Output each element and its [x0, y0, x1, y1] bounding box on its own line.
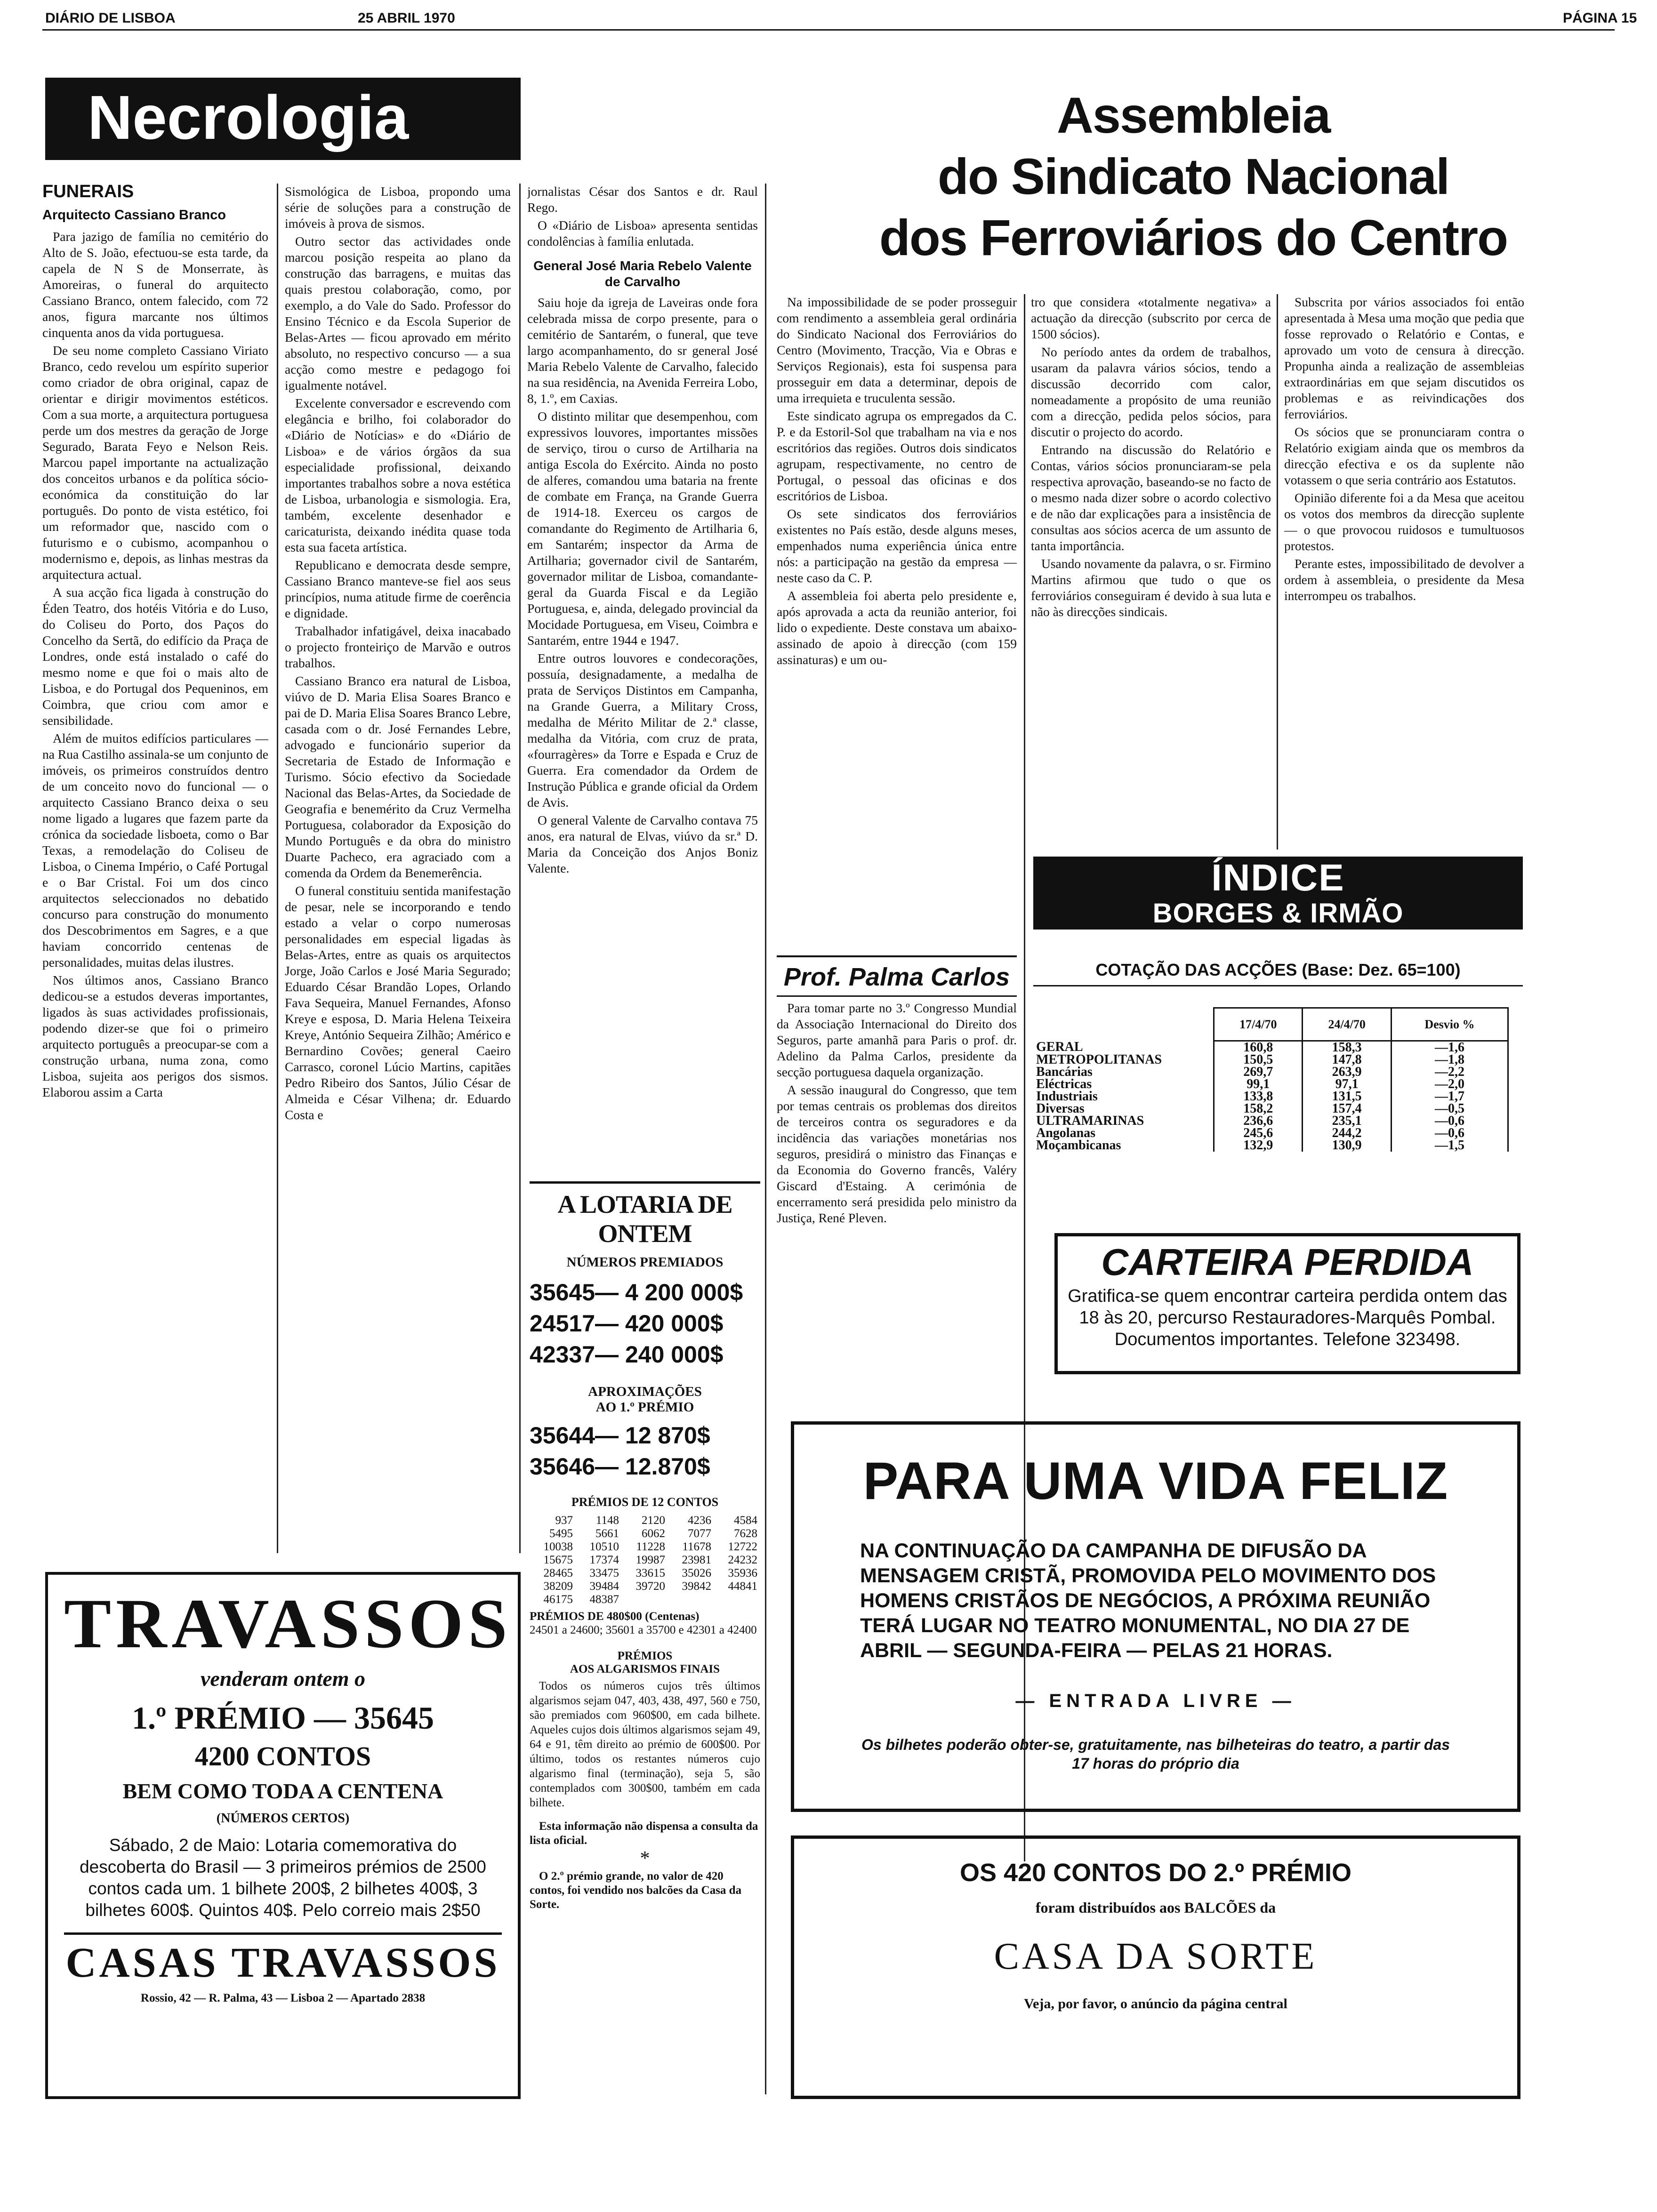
prize-grid-cell: 7077	[688, 1527, 711, 1540]
column-divider	[277, 184, 278, 1553]
subhead-cassiano: Arquitecto Cassiano Branco	[42, 208, 226, 223]
indice-rule	[1033, 985, 1523, 986]
travassos-line-2: 1.º PRÉMIO — 35645	[132, 1700, 434, 1736]
indice-value: 269,7	[1214, 1066, 1303, 1078]
travassos-address: Rossio, 42 — R. Palma, 43 — Lisboa 2 — Apartado 2838	[140, 1992, 426, 2004]
prize-grid-cell: 5661	[595, 1527, 619, 1540]
header-cell: Desvio %	[1391, 1008, 1508, 1041]
indice-label: GERAL	[1036, 1040, 1083, 1055]
prize-grid-row	[530, 1580, 760, 1593]
prize-grid-cell	[622, 1593, 668, 1606]
masthead-rule	[42, 29, 1615, 31]
indice-label: Industriais	[1036, 1089, 1098, 1104]
indice-value: 244,2	[1303, 1127, 1391, 1139]
prize-grid-cell: 28465	[543, 1567, 573, 1579]
paragraph: Este sindicato agrupa os empregados da C. P. e da Estoril-Sol que trabalham na via e nos escritórios das regiões. Outros dois sindicatos agrupam, respectivamente, no centro de Portugal, o pessoal das oficinas e dos escritórios de Lisboa.	[777, 409, 1017, 503]
indice-table	[1033, 1007, 1509, 1152]
paragraph: Usando novamente da palavra, o sr. Firmino Martins afirmou que tudo o que os ferroviários conseguiram é devido à sua luta e não às direcções sindicais.	[1031, 556, 1271, 619]
paragraph: Cassiano Branco era natural de Lisboa, viúvo de D. Maria Elisa Soares Branco e pai de D. Maria Elisa Soares Branco Lebre, casada com o dr. José Fernandes Lebre, advogado e funcionário superior da Secretaria de Estado de Informação e Turismo. Sócio efectivo da Sociedade Nacional das Belas-Artes, da Sociedade de Geografia e benemérito da Cruz Vermelha Portuguesa, colaborador da Exposição do Mundo Português e da obra do ministro Duarte Pacheco, era agraciado com a comenda da Ordem da Benemerência.	[285, 673, 511, 880]
prize-grid-row	[530, 1554, 760, 1567]
paragraph: A sua acção fica ligada à construção do Éden Teatro, dos hotéis Vitória e do Luso, do Coliseu do Porto, dos Paços do Concelho da Sertã, do edifício da Praça de Londres, onde está instalado o café do mesmo nome e que foi o mais alto de Lisboa, e do Portugal dos Pequeninos, em Coimbra, que criou com amor e sensibilidade.	[42, 585, 268, 728]
lotaria-note-2: O 2.º prémio grande, no valor de 420 contos, foi vendido nos balcões da Casa da Sorte.	[530, 1870, 742, 1911]
palma-title: Prof. Palma Carlos	[783, 963, 1010, 991]
prize-grid-cell: 2120	[642, 1514, 665, 1527]
lotaria-note: Esta informação não dispensa a consulta da lista oficial.	[530, 1820, 758, 1847]
indice-value: —1,5	[1391, 1139, 1508, 1152]
necrologia-column-2	[285, 184, 511, 1553]
vida-body: NA CONTINUAÇÃO DA CAMPANHA DE DIFUSÃO DA MENSAGEM CRISTÃ, PROMOVIDA PELO MOVIMENTO DOS HOMENS CRISTÃOS DE NEGÓCIOS, A PRÓXIMA REUNIÃO TERÁ LUGAR NO TEATRO MONUMENTAL, NO DIA 27 DE ABRIL — SEGUNDA-FEIRA — PELAS 21 HORAS.	[860, 1539, 1436, 1662]
prize-grid-cell: 5495	[549, 1527, 573, 1540]
approx-row	[530, 1451, 760, 1482]
sorte-title: OS 420 CONTOS DO 2.º PRÉMIO	[960, 1859, 1351, 1887]
subhead-general: General José Maria Rebelo Valente de Carvalho	[533, 258, 752, 289]
lotaria-sub-premiados: NÚMEROS PREMIADOS	[566, 1255, 724, 1270]
assembleia-column-2	[1031, 294, 1271, 850]
prize-grid-cell	[668, 1593, 714, 1606]
paragraph: O funeral constituiu sentida manifestação de pesar, nele se incorporando e tendo estado a velar o corpo numerosas personalidades em especial ligadas às Belas-Artes, entre as quais os arquitectos Jorge, João Carlos e José Maria Segurado; Eduardo César Brandão Lopes, Orlando Fava Sequeira, Manuel Fernandes, Afonso Kreye e esposa, D. Maria Helena Teixeira Kreye, António Sequeira Zilhão; Américo e Bernardino Covões; general Caeiro Carrasco, coronel Lúcio Martins, capitães Pedro Ribeiro dos Santos, Júlio César de Almeida e César Vilhena; dr. Eduardo Costa e	[285, 883, 511, 1122]
prize-grid-cell: 38209	[543, 1580, 573, 1593]
prize-grid-cell: 33475	[589, 1567, 619, 1579]
paragraph: O general Valente de Carvalho contava 75 anos, era natural de Elvas, viúvo da sr.ª D. Maria da Conceição dos Anjos Boniz Valente.	[527, 813, 758, 875]
prize-grid-cell: 4236	[688, 1514, 711, 1527]
indice-value: 245,6	[1214, 1127, 1303, 1139]
headline-line: dos Ferroviários do Centro	[879, 209, 1508, 266]
indice-value: 132,9	[1214, 1139, 1303, 1152]
prize-number: 24517	[530, 1310, 595, 1337]
indice-value: —1,8	[1391, 1054, 1508, 1066]
indice-label: ULTRAMARINAS	[1036, 1114, 1144, 1128]
paragraph: O «Diário de Lisboa» apresenta sentidas condolências à família enlutada.	[527, 218, 758, 248]
indice-value: —0,6	[1391, 1115, 1508, 1127]
prize-grid	[530, 1514, 760, 1606]
prize-grid-row	[530, 1540, 760, 1554]
indice-value: 236,6	[1214, 1115, 1303, 1127]
approx-number: 35644	[530, 1422, 595, 1449]
indice-value: 263,9	[1303, 1066, 1391, 1078]
vida-bilhetes: Os bilhetes poderão obter-se, gratuitamente, nas bilheteiras do teatro, a partir das 17 horas do próprio dia	[861, 1736, 1450, 1772]
finais-text: Todos os números cujos três últimos algarismos sejam 047, 403, 438, 497, 560 e 750, são premiados com 960$00, em cada bilhete. Aqueles cujos dois últimos algarismos sejam 49, 64 e 91, têm direito ao prémio de 600$00. Por último, todos os restantes números cujo algarismo final (terminação), seja 5, são contemplados com 300$00, também em cada bilhete.	[530, 1680, 760, 1809]
indice-value: —1,6	[1391, 1041, 1508, 1054]
assembleia-headline	[772, 85, 1615, 268]
prize-grid-row	[530, 1593, 760, 1606]
prize-grid-cell: 1148	[595, 1514, 619, 1527]
prize-grid-cell: 19987	[635, 1554, 665, 1566]
prize-grid-cell: 7628	[734, 1527, 757, 1540]
indice-header-row	[1033, 1008, 1508, 1041]
paragraph: No período antes da ordem de trabalhos, usaram da palavra vários sócios, tendo a discussão decorrido com calor, nomeadamente a propósito de uma reunião com a direcção, pedida pelos sócios, para discutir o projecto do acordo.	[1031, 345, 1271, 439]
prize-grid-cell: 39842	[682, 1580, 711, 1593]
prize-row	[530, 1308, 760, 1339]
sorte-foot: Veja, por favor, o anúncio da página central	[1024, 1996, 1287, 2012]
indice-title: ÍNDICE	[1211, 857, 1345, 898]
prize-row	[530, 1277, 760, 1308]
prize-grid-cell	[714, 1593, 760, 1606]
palma-rule	[777, 995, 1017, 997]
indice-row	[1033, 1139, 1508, 1152]
prize-grid-cell: 35026	[682, 1567, 711, 1579]
paragraph: Os sete sindicatos dos ferroviários existentes no País estão, desde alguns meses, empenhados numa experiência única entre nós: a participação na gestão da empresa — neste caso da C. P.	[777, 506, 1017, 585]
approx-number: 35646	[530, 1453, 595, 1480]
indice-label: METROPOLITANAS	[1036, 1052, 1162, 1067]
travassos-promo: Sábado, 2 de Maio: Lotaria comemorativa do descoberta do Brasil — 3 primeiros prémios de 2500 contos cada um. 1 bilhete 200$, 2 bilhetes 400$, 3 bilhetes 600$. Quintos 40$. Pelo correio mais 2$50	[80, 1835, 486, 1920]
header-cell	[1033, 1008, 1214, 1041]
indice-label: Bancárias	[1036, 1065, 1093, 1079]
indice-brand: BORGES & IRMÃO	[1152, 898, 1404, 929]
approx-row	[530, 1420, 760, 1451]
paragraph: Para jazigo de família no cemitério do Alto de S. João, efectuou-se esta tarde, da capela de N S de Monserrate, às Amoreiras, o funeral do arquitecto Cassiano Branco, ontem falecido, com 72 anos, figura marcante nos últimos cinquenta anos da vida portuguesa.	[42, 229, 268, 340]
lotaria-title: A LOTARIA DE ONTEM	[557, 1190, 732, 1248]
indice-value: —2,0	[1391, 1078, 1508, 1090]
page-number: PÁGINA 15	[1563, 10, 1637, 26]
indice-value: 158,3	[1303, 1041, 1391, 1054]
prize-number: 42337	[530, 1341, 595, 1368]
palma-column	[777, 1000, 1017, 1377]
prize-grid-cell: 11228	[636, 1540, 665, 1553]
column-divider	[519, 184, 521, 1553]
headline-line: do Sindicato Nacional	[937, 148, 1449, 205]
prize-grid-cell: 12722	[728, 1540, 757, 1553]
paragraph: De seu nome completo Cassiano Viriato Branco, cedo revelou um espírito superior como criador de obra original, capaz de orientar e dirigir movimentos estéticos. Com a sua morte, a arquitectura portuguesa perde um dos mestres da geração de Jorge Segurado, Barata Feyo e Nelson Reis. Marcou papel importante na actualização dos conceitos urbanos e da política sócio-económica da constituição do lar português. Do ponto de vista estético, foi um reformador que, nascido com o futurismo e o cubismo, acompanhou o modernismo e, depois, as linhas mestras da arquitectura actual.	[42, 343, 268, 582]
indice-value: 235,1	[1303, 1115, 1391, 1127]
prize-grid-cell: 35936	[728, 1567, 757, 1579]
travassos-title: TRAVASSOS	[64, 1585, 512, 1663]
sorte-name: CASA DA SORTE	[994, 1936, 1318, 1977]
paragraph: Além de muitos edifícios particulares — na Rua Castilho assinala-se um conjunto de imóveis, os primeiros construídos dentro de um conceito novo do funcional — o arquitecto Cassiano Branco deixa o seu nome ligado a lugares que fazem parte da crónica da sociedade lisboeta, como o Bar Texas, a remodelação do Coliseu de Lisboa, o Cinema Império, o Café Portugal e o Bar Cristal. Foi um dos cinco arquitectos seleccionados no debatido concurso para construção do monumento dos Descobrimentos em Sagres, e a que haviam concorrido centenas de personalidades, muitas delas ilustres.	[42, 731, 268, 970]
indice-value: 158,2	[1214, 1103, 1303, 1115]
lotaria-section	[530, 1181, 760, 2085]
indice-subtitle: COTAÇÃO DAS ACÇÕES (Base: Dez. 65=100)	[1095, 960, 1461, 979]
lotaria-sub-centenas: PRÉMIOS DE 480$00 (Centenas)	[530, 1610, 700, 1623]
prize-grid-cell: 10510	[589, 1540, 619, 1553]
indice-label: Diversas	[1036, 1101, 1085, 1116]
indice-value: 157,4	[1303, 1103, 1391, 1115]
star-icon: *	[640, 1848, 650, 1869]
vida-entrada: — ENTRADA LIVRE —	[1015, 1691, 1296, 1711]
paragraph: A assembleia foi aberta pelo presidente e, após aprovada a acta da reunião anterior, foi lido o expediente. Deste constava um abaixo-assinado de apoio à direcção (com 159 assinaturas) e um ou-	[777, 588, 1017, 667]
prize-grid-cell: 937	[555, 1514, 573, 1527]
paragraph: Na impossibilidade de se poder prosseguir com rendimento a assembleia geral ordinária do Sindicato Nacional dos Ferroviários do Centro (Movimento, Tracção, Via e Obras e Serviços Regionais), esta foi suspensa para prosseguir em data a determinar, depois de uma irrequieta e truculenta sessão.	[777, 295, 1017, 405]
prize-grid-cell: 46175	[543, 1593, 573, 1606]
indice-label: Angolanas	[1036, 1126, 1096, 1140]
indice-label: Eléctricas	[1036, 1077, 1092, 1091]
paragraph: Trabalhador infatigável, deixa inacabado o projecto fronteiriço de Marvão e outros trabalhos.	[285, 624, 511, 670]
carteira-title: CARTEIRA PERDIDA	[1101, 1241, 1474, 1283]
paragraph: Saiu hoje da igreja de Laveiras onde fora celebrada missa de corpo presente, para o cemitério de Santarém, o funeral, que teve largo acompanhamento, do sr general José Maria Rebelo Valente de Carvalho, falecido na sua residência, na Avenida Ferreira Lobo, 8, 1.º, em Caxias.	[527, 295, 758, 406]
column-divider	[1277, 294, 1278, 850]
prize-grid-cell: 6062	[642, 1527, 665, 1540]
paragraph: Excelente conversador e escrevendo com elegância e brilho, foi colaborador do «Diário de Notícias» e do «Diário de Lisboa» e de vários órgãos da sua especialidade profissional, deixando importantes trabalhos sobre a nova estética de Lisboa, urbanologia e sismologia. Era, também, excelente desenhador e caricaturista, deixando inédita quase toda esta sua faceta artística.	[285, 396, 511, 554]
necrologia-column-3	[527, 184, 758, 1177]
indice-value: —1,7	[1391, 1090, 1508, 1103]
travassos-ad	[45, 1572, 521, 2099]
paragraph: Nos últimos anos, Cassiano Branco dedicou-se a estudos deveras importantes, ligados às suas actividades profissionais, podendo dizer-se que foi o primeiro arquitecto português a preocupar-se com a construção urbana, numa zona, como Lisboa, sujeita aos perigos dos sismos. Elaborou assim a Carta	[42, 973, 268, 1099]
paragraph: Perante estes, impossibilitado de devolver a ordem à assembleia, o presidente da Mesa interrompeu os trabalhos.	[1284, 556, 1524, 603]
prize-row	[530, 1339, 760, 1370]
paragraph: Opinião diferente foi a da Mesa que aceitou os votos dos membros da direcção suplente — o que provocou ruidosos e tumultuosos protestos.	[1284, 490, 1524, 553]
indice-value: —2,2	[1391, 1066, 1508, 1078]
travassos-line-1: venderam ontem o	[200, 1667, 366, 1691]
vida-title: PARA UMA VIDA FELIZ	[863, 1451, 1448, 1510]
header-cell: 17/4/70	[1214, 1008, 1303, 1041]
prize-grid-cell: 39720	[635, 1580, 665, 1593]
prize-value: — 420 000$	[595, 1310, 724, 1337]
centenas-text: 24501 a 24600; 35601 a 35700 e 42301 a 42400	[530, 1624, 757, 1636]
indice-value: —0,6	[1391, 1127, 1508, 1139]
indice-value: 133,8	[1214, 1090, 1303, 1103]
paragraph: Entre outros louvores e condecorações, possuía, designadamente, a medalha de prata de Serviços Distintos em Campanha, na Grande Guerra, a Military Cross, medalha de Mérito Militar de 2.ª classe, medalha da Vitória, com cruz de prata, «fourragères» da Torre e Espada e Cruz de Guerra. Era comendador da Ordem de Instrução Pública e grande oficial da Ordem de Avis.	[527, 651, 758, 809]
paragraph: Para tomar parte no 3.º Congresso Mundial da Associação Internacional do Direito dos Seguros, parte amanhã para Paris o prof. dr. Adelino da Palma Carlos, presidente da secção portuguesa daquela organização.	[777, 1001, 1017, 1079]
lotaria-rule	[530, 1181, 760, 1184]
indice-label: Moçambicanas	[1036, 1138, 1121, 1153]
prize-grid-cell: 48387	[589, 1593, 619, 1606]
paragraph: Os sócios que se pronunciaram contra o Relatório exigiam ainda que os membros da direcção efectiva e os da suplente não votassem o que seria contrário aos Estatutos.	[1284, 425, 1524, 487]
prize-grid-cell: 17374	[589, 1554, 619, 1566]
vida-feliz-ad	[791, 1421, 1520, 1812]
prize-value: — 4 200 000$	[595, 1279, 743, 1306]
prize-grid-cell: 33615	[635, 1567, 665, 1579]
travassos-line-3: 4200 CONTOS	[194, 1741, 371, 1771]
approx-list	[530, 1420, 760, 1482]
prize-list	[530, 1277, 760, 1370]
lotaria-sub-12contos: PRÉMIOS DE 12 CONTOS	[571, 1495, 719, 1509]
prize-value: — 240 000$	[595, 1341, 724, 1368]
necrologia-column-1	[42, 184, 268, 1548]
indice-value: 131,5	[1303, 1090, 1391, 1103]
prize-grid-cell: 44841	[728, 1580, 757, 1593]
indice-value: 147,8	[1303, 1054, 1391, 1066]
column-divider	[765, 184, 766, 2094]
necrologia-banner	[45, 78, 521, 160]
paragraph: Outro sector das actividades onde marcou posição respeita ao plano da construção das barragens, e muitas das quais prestou colaboração, como, por exemplo, a do Vale do Sado. Professor do Ensino Técnico e da Escola Superior de Belas-Artes — ficou aprovado em mérito absoluto, no respectivo concurso — a sua acção como mestre e pedagogo foi igualmente notável.	[285, 234, 511, 393]
indice-row	[1033, 1041, 1508, 1054]
prize-grid-cell: 10038	[543, 1540, 573, 1553]
carteira-ad	[1054, 1233, 1520, 1374]
assembleia-column-1	[777, 294, 1017, 953]
issue-date: 25 ABRIL 1970	[358, 10, 455, 26]
palma-rule	[777, 955, 1017, 957]
assembleia-column-3	[1284, 294, 1524, 850]
lotaria-sub-finais: AOS ALGARISMOS FINAIS	[570, 1663, 720, 1675]
prize-grid-row	[530, 1567, 760, 1580]
header-cell: 24/4/70	[1303, 1008, 1391, 1041]
prize-grid-cell: 15675	[543, 1554, 573, 1566]
indice-value: 99,1	[1214, 1078, 1303, 1090]
indice-value: 160,8	[1214, 1041, 1303, 1054]
prize-grid-cell: 4584	[734, 1514, 757, 1527]
newspaper-name: DIÁRIO DE LISBOA	[45, 10, 176, 26]
casa-sorte-ad	[791, 1835, 1520, 2099]
paragraph: tro que considera «totalmente negativa» a actuação da direcção (subscrito por cerca de 1500 sócios).	[1031, 295, 1271, 341]
prize-grid-cell: 39484	[589, 1580, 619, 1593]
paragraph: Sismológica de Lisboa, propondo uma série de soluções para a construção de imóveis à prova de sismos.	[285, 184, 511, 231]
paragraph: O distinto militar que desempenhou, com expressivos louvores, importantes missões de serviço, tirou o curso de Artilharia na antiga Escola do Exército. Ainda no posto de alferes, comandou uma bataria na frente de combate em França, na Grande Guerra de 1914-18. Exerceu os cargos de comandante do Regimento de Artilharia 6, em Santarém; inspector da Arma de Artilharia; governador civil de Santarém, governador militar de Lisboa, comandante-geral da Guarda Fiscal e da Legião Portuguesa, e, ainda, delegado provincial da Mocidade Portuguesa, em Viseu, Coimbra e Santarém, entre 1944 e 1947.	[527, 409, 758, 648]
prize-grid-cell: 24232	[728, 1554, 757, 1566]
travassos-line-5: (NÚMEROS CERTOS)	[216, 1811, 350, 1826]
carteira-text: Gratifica-se quem encontrar carteira perdida ontem das 18 às 20, percurso Restauradores-Marquês Pombal. Documentos importantes. Telefone 323498.	[1068, 1286, 1507, 1349]
necrologia-title: Necrologia	[88, 83, 409, 152]
paragraph: jornalistas César dos Santos e dr. Raul Rego.	[527, 184, 758, 215]
travassos-line-4: BEM COMO TODA A CENTENA	[122, 1779, 443, 1803]
indice-value: 130,9	[1303, 1139, 1391, 1152]
prize-grid-cell: 11678	[682, 1540, 711, 1553]
prize-grid-cell: 23981	[682, 1554, 711, 1566]
section-funerais: FUNERAIS	[42, 184, 134, 201]
sorte-sub: foram distribuídos aos BALCÕES da	[1035, 1899, 1276, 1916]
approx-value: — 12.870$	[595, 1453, 710, 1480]
lotaria-sub-primeiro: AO 1.º PRÉMIO	[595, 1400, 694, 1415]
travassos-footer: CASAS TRAVASSOS	[64, 1932, 502, 1987]
lotaria-sub-premios: PRÉMIOS	[617, 1650, 673, 1662]
paragraph: Subscrita por vários associados foi então apresentada à Mesa uma moção que pedia que fosse reprovado o Relatório e Contas, e aprovado um voto de censura à direcção. Propunha ainda a realização de assembleias extraordinárias em que sejam discutidos os problemas e as reivindicações dos ferroviários.	[1284, 295, 1524, 421]
indice-value: —0,5	[1391, 1103, 1508, 1115]
indice-banner	[1033, 857, 1523, 930]
approx-value: — 12 870$	[595, 1422, 710, 1449]
prize-number: 35645	[530, 1279, 595, 1306]
paragraph: Entrando na discussão do Relatório e Contas, vários sócios pronunciaram-se pela respectiva aprovação, baseando-se no facto de o mesmo nada dizer sobre o acordo colectivo e de não dar explicações para a insistência de consultas aos sócios acerca de um assunto de tanta importância.	[1031, 442, 1271, 553]
lotaria-sub-aproximacoes: APROXIMAÇÕES	[588, 1384, 702, 1399]
paragraph: A sessão inaugural do Congresso, que tem por temas centrais os problemas dos direitos de terceiros contra os seguradores e da incidência das variações monetárias nos seguros, presidirá o ministro das Finanças e da Economia do Governo francês, Valéry Giscard d'Estaing. A cerimónia de encerramento será presidida pelo ministro da Justiça, René Pleven.	[777, 1082, 1017, 1225]
indice-value: 150,5	[1214, 1054, 1303, 1066]
paragraph: Republicano e democrata desde sempre, Cassiano Branco manteve-se fiel aos seus princípios, numa atitude firme de coerência e dignidade.	[285, 558, 511, 620]
headline-line: Assembleia	[1056, 87, 1330, 144]
indice-value: 97,1	[1303, 1078, 1391, 1090]
prize-grid-row	[530, 1514, 760, 1527]
prize-grid-row	[530, 1527, 760, 1540]
